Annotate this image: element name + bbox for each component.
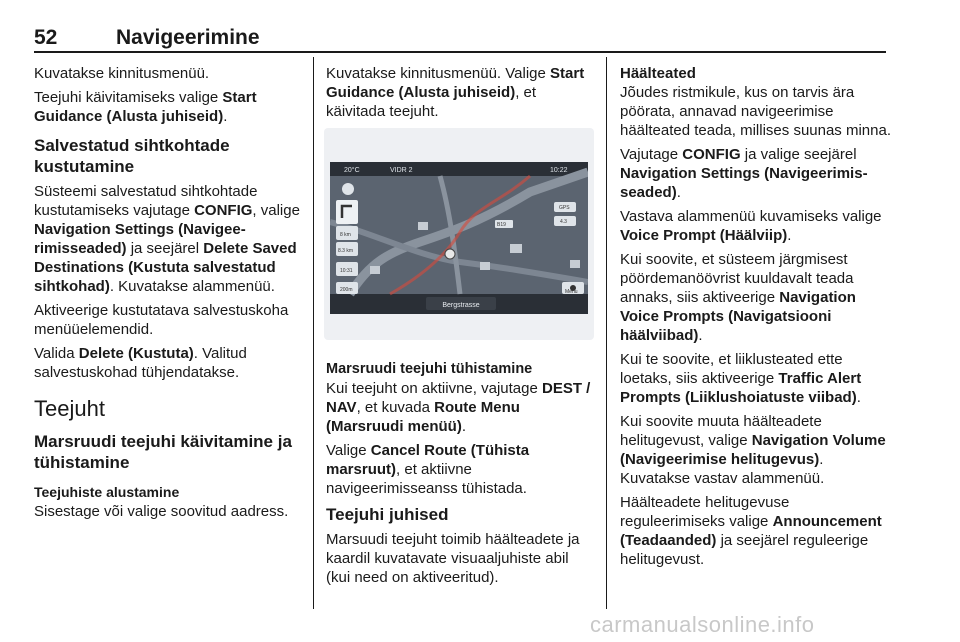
map-eta: 10:31 — [340, 268, 353, 274]
paragraph: Kui soovite muuta häälteadete helitugevust, valige Navigation Volume (Navigeerimise helitugevus). Kuvatakse vastav alammenüü. — [620, 413, 886, 487]
header-rule — [34, 51, 886, 53]
paragraph: Vastava alammenüü kuvamiseks valige Voice Prompt (Häälviip). — [620, 208, 882, 244]
map-route-number: B19 — [497, 222, 506, 228]
map-temp: 20°C — [344, 167, 360, 174]
chapter-title: Navigeerimine — [116, 26, 260, 49]
section-heading: Teejuhi juhised — [326, 505, 449, 524]
map-gps: GPS — [559, 205, 570, 211]
nav-map-screen — [330, 162, 588, 314]
map-street-label: Bergstrasse — [442, 302, 480, 309]
paragraph: Sisestage või valige soovitud aadress. — [34, 503, 289, 520]
nav-map — [330, 162, 588, 314]
subsection-heading: Häälteated — [620, 65, 696, 82]
paragraph: Vajutage CONFIG ja valige seejärel Navigation Settings (Navigeerimisseaded). — [620, 146, 868, 201]
map-scale: 200m — [340, 287, 353, 293]
paragraph: Aktiveerige kustutatava salvestuskoha menüüelemendid. — [34, 302, 289, 338]
paragraph: Valige Cancel Route (Tühista marsruut), et aktiivne navigeerimisseanss tühistada. — [326, 442, 530, 497]
subsection-heading: Marsruudi teejuhi tühistamine — [326, 361, 533, 377]
paragraph: Marsuudi teejuht toimib häälteadete ja kaardil kuvatavate visuaaljuhiste abil (kui need on aktiveeritud). — [326, 531, 580, 586]
chapter-heading: Teejuht — [34, 396, 105, 421]
column-divider-2 — [606, 57, 607, 609]
paragraph: Valida Delete (Kustuta). Valitud salvestuskohad tühjendatakse. — [34, 345, 247, 381]
paragraph: Jõudes ristmikule, kus on tarvis ära pöörata, annavad navigeerimise häälteated teada, millises suunas minna. — [620, 84, 891, 139]
map-time: 10:22 — [550, 167, 568, 174]
column-divider-1 — [313, 57, 314, 609]
paragraph: Häälteadete helitugevuse reguleerimiseks valige Announcement (Teadaanded) ja seejärel reguleerige helitugevust. — [620, 494, 882, 568]
paragraph: Kui teejuht on aktiivne, vajutage DEST / NAV, et kuvada Route Menu (Marsruudi menüü). — [326, 380, 591, 435]
map-menu-label: Menu — [565, 289, 578, 295]
section-heading: Salvestatud sihtkohtade kustutamine — [34, 136, 230, 176]
column-2 — [326, 64, 596, 126]
map-dist1: 8 km — [340, 232, 351, 238]
paragraph: Süsteemi salvestatud sihtkohtade kustutamiseks vajutage CONFIG, valige Navigation Settings (Navigeerimisseaded) ja seejärel Delete Saved Destinations (Kustuta salvestatud sihtkohad). Kuvatakse alammenüü. — [34, 183, 300, 295]
column-1 — [34, 64, 302, 526]
map-status: VIDR 2 — [390, 167, 413, 174]
map-dist2: 8.3 km — [338, 248, 354, 254]
paragraph: Kui te soovite, et liiklusteated ette loetaks, siis aktiveerige Traffic Alert Prompts (Liiklushoiatuste viibad). — [620, 351, 862, 406]
paragraph: Kuvatakse kinnitusmenüü. Valige Start Guidance (Alusta juhiseid), et käivitada teejuht. — [326, 65, 585, 120]
navigation-screenshot — [324, 128, 594, 340]
section-heading: Marsruudi teejuhi käivitamine ja tühistamine — [34, 432, 292, 472]
column-2-lower — [326, 360, 596, 592]
paragraph: Kui soovite, et süsteem järgmisest pöördemanöövrist kuuldavalt teada annaks, siis aktiveerige Navigation Voice Prompts (Navigatsiooni häälviibad). — [620, 251, 856, 344]
paragraph: Kuvatakse kinnitusmenüü. — [34, 65, 210, 82]
subsection-heading: Teejuhiste alustamine — [34, 484, 180, 500]
column-3 — [620, 64, 892, 574]
watermark: carmanualsonline.info — [590, 612, 815, 637]
map-speed: 4.3 — [560, 219, 567, 225]
page-number: 52 — [34, 26, 58, 49]
paragraph: Teejuhi käivitamiseks valige Start Guidance (Alusta juhiseid). — [34, 89, 257, 125]
